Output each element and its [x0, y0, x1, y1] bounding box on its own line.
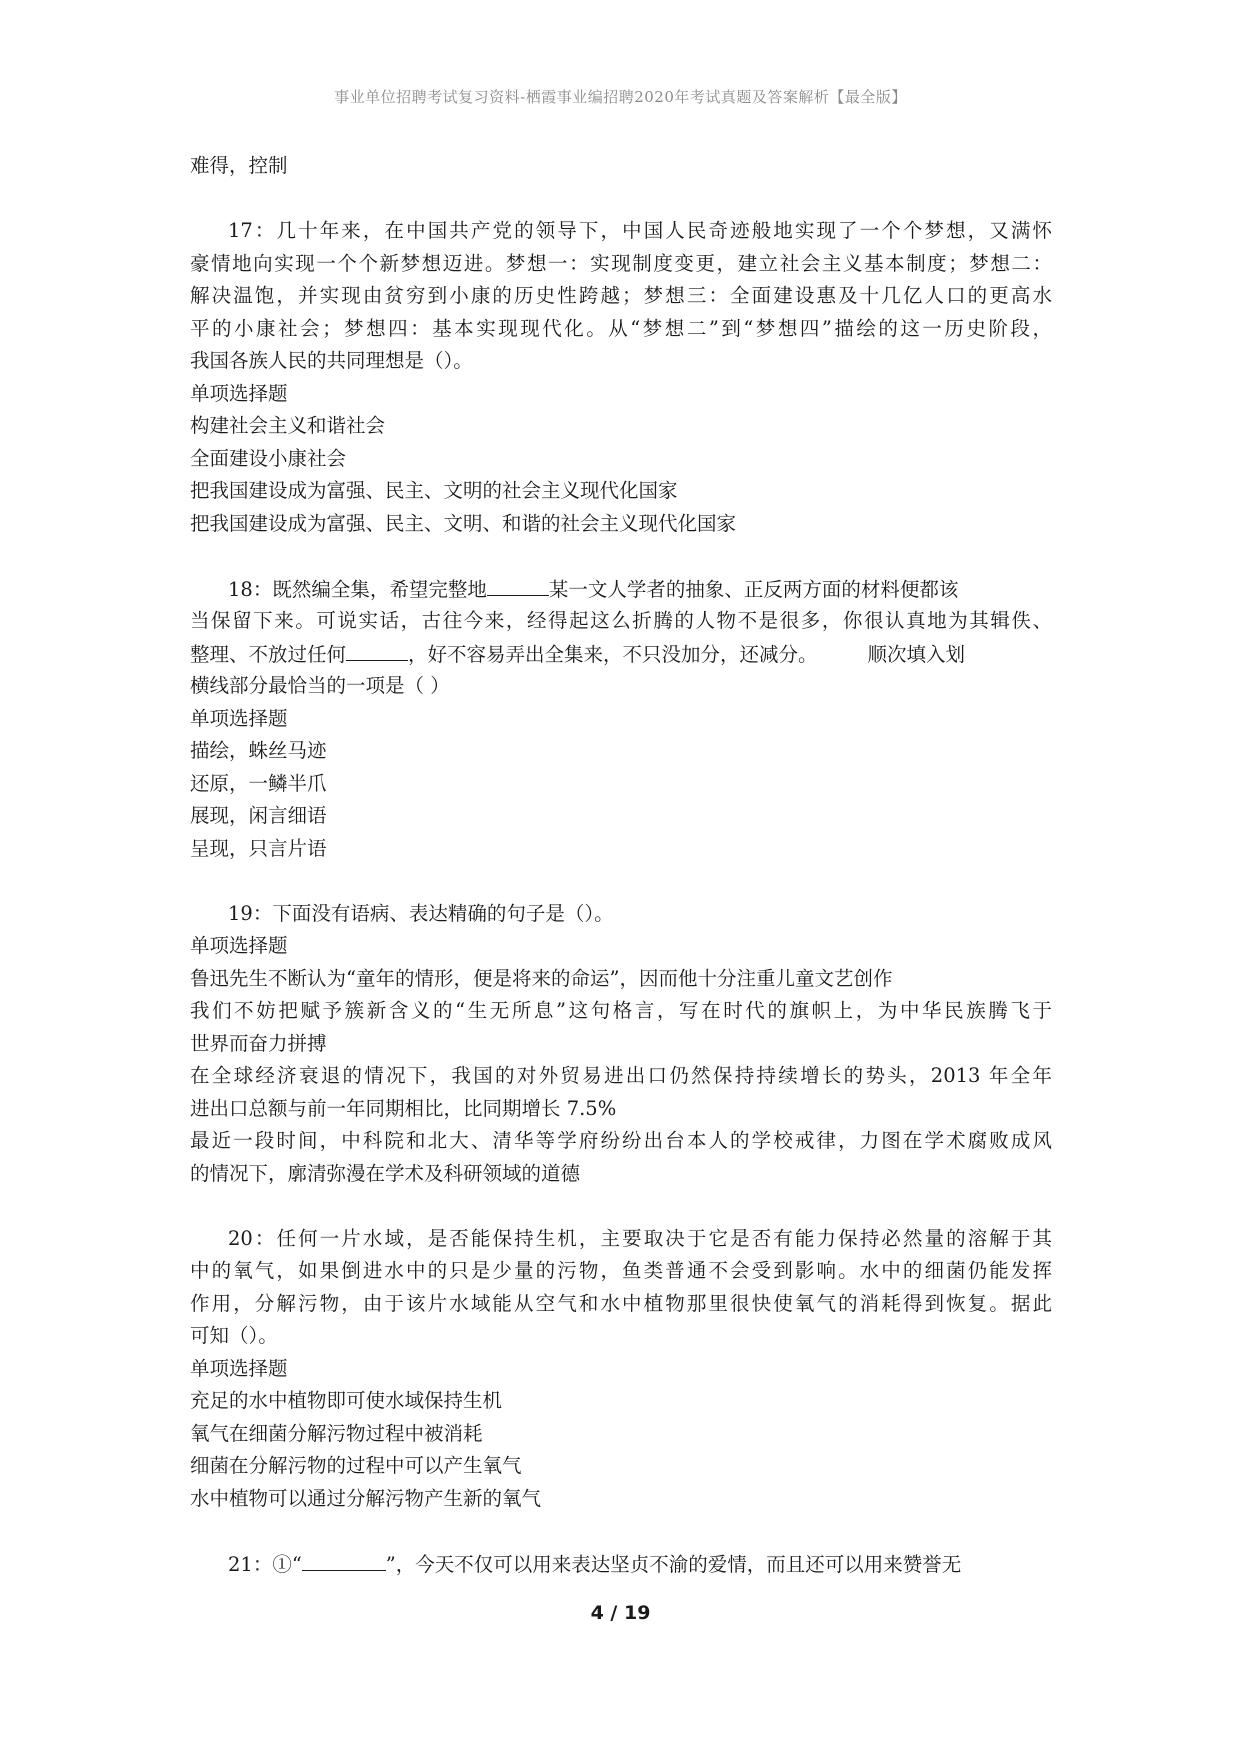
option-item: 细菌在分解污物的过程中可以产生氧气	[190, 1454, 522, 1477]
question-18-stem-line: 横线部分最恰当的一项是（ ）	[190, 674, 450, 697]
question-type-label: 单项选择题	[190, 1356, 288, 1380]
question-19	[190, 898, 1052, 1191]
question-18-stem-line	[190, 638, 1052, 671]
fill-blank	[302, 1548, 386, 1571]
question-20-stem-line: 可知（）。	[190, 1324, 278, 1347]
option-item: 把我国建设成为富强、民主、文明、和谐的社会主义现代化国家	[190, 511, 737, 535]
question-21-stem-line	[190, 1548, 1052, 1581]
question-20-stem-line: 作用，分解污物，由于该片水域能从空气和水中植物那里很快使氧气的消耗得到恢复。据此	[190, 1291, 1052, 1315]
question-18-stem-line	[190, 573, 1052, 606]
stem-text: 18：既然编全集，希望完整地	[228, 577, 487, 601]
option-item: 描绘，蛛丝马迹	[190, 739, 327, 762]
question-17-stem-line: 解决温饱，并实现由贫穷到小康的历史性跨越；梦想三：全面建设惠及十几亿人口的更高水	[190, 284, 1052, 307]
fill-blank	[487, 573, 549, 596]
fill-blank	[346, 638, 408, 661]
question-17-stem-line: 我国各族人民的共同理想是（）。	[190, 349, 473, 372]
option-item: 氧气在细菌分解污物过程中被消耗	[190, 1421, 483, 1445]
question-type-label: 单项选择题	[190, 934, 288, 957]
option-item: 鲁迅先生不断认为“童年的情形，便是将来的命运”，因而他十分注重儿童文艺创作	[190, 966, 893, 990]
option-item: 在全球经济衰退的情况下，我国的对外贸易进出口仍然保持持续增长的势头，2013 年全年	[190, 1064, 1052, 1087]
question-18-stem-line: 当保留下来。可说实话，古往今来，经得起这么折腾的人物不是很多，你很认真地为其辑佚、	[190, 609, 1052, 632]
option-item: 构建社会主义和谐社会	[190, 414, 386, 437]
stem-text: 顺次填入划	[867, 642, 966, 666]
option-item: 还原，一鳞半爪	[190, 771, 327, 795]
option-item: 展现，闲言细语	[190, 804, 327, 827]
option-item: 把我国建设成为富强、民主、文明的社会主义现代化国家	[190, 479, 678, 502]
question-type-label: 单项选择题	[190, 381, 288, 405]
question-20	[190, 1223, 1052, 1516]
question-19-stem: 19：下面没有语病、表达精确的句子是（）。	[228, 901, 614, 925]
option-item-continued: 进出口总额与前一年同期相比，比同期增长 7.5%	[190, 1096, 617, 1120]
option-item: 最近一段时间，中科院和北大、清华等学府纷纷出台本人的学校戒律，力图在学术腐败成风	[190, 1129, 1052, 1152]
question-17-stem-line: 17：几十年来，在中国共产党的领导下，中国人民奇迹般地实现了一个个梦想，又满怀	[228, 219, 1052, 242]
question-21	[190, 1548, 1052, 1581]
question-17-stem-line: 豪情地向实现一个个新梦想迈进。梦想一：实现制度变更，建立社会主义基本制度；梦想二：	[190, 251, 1052, 275]
question-17	[190, 215, 1052, 540]
question-17-stem-line: 平的小康社会；梦想四：基本实现现代化。从“梦想二”到“梦想四”描绘的这一历史阶段，	[190, 316, 1052, 340]
question-type-label: 单项选择题	[190, 706, 288, 730]
option-item: 充足的水中植物即可使水域保持生机	[190, 1389, 503, 1412]
option-item: 水中植物可以通过分解污物产生新的氧气	[190, 1486, 542, 1510]
option-item: 全面建设小康社会	[190, 446, 347, 470]
page-number: 4 / 19	[590, 1602, 651, 1624]
document-body	[190, 150, 1052, 1580]
stem-text: 整理、不放过任何	[190, 642, 347, 666]
page-header: 事业单位招聘考试复习资料-栖霞事业编招聘2020年考试真题及答案解析【最全版】	[334, 88, 907, 106]
stem-text: ”，今天不仅可以用来表达坚贞不渝的爱情，而且还可以用来赞誉无	[385, 1552, 962, 1576]
option-item-continued: 世界而奋力拼搏	[190, 1031, 327, 1055]
option-item-continued: 的情况下，廓清弥漫在学术及科研领域的道德	[190, 1161, 581, 1185]
stem-text: 21：①“	[228, 1552, 302, 1576]
question-20-stem-line: 20：任何一片水域，是否能保持生机，主要取决于它是否有能力保持必然量的溶解于其	[228, 1226, 1052, 1250]
question-18	[190, 573, 1052, 866]
lead-answer: 难得，控制	[190, 154, 288, 177]
question-20-stem-line: 中的氧气，如果倒进水中的只是少量的污物，鱼类普通不会受到影响。水中的细菌仍能发挥	[190, 1259, 1052, 1282]
option-item: 我们不妨把赋予簇新含义的“生无所息”这句格言，写在时代的旗帜上，为中华民族腾飞于	[190, 999, 1052, 1022]
option-item: 呈现，只言片语	[190, 836, 327, 860]
stem-text: 某一文人学者的抽象、正反两方面的材料便都该	[548, 577, 959, 601]
stem-text: ，好不容易弄出全集来，不只没加分，还减分。	[408, 642, 818, 666]
